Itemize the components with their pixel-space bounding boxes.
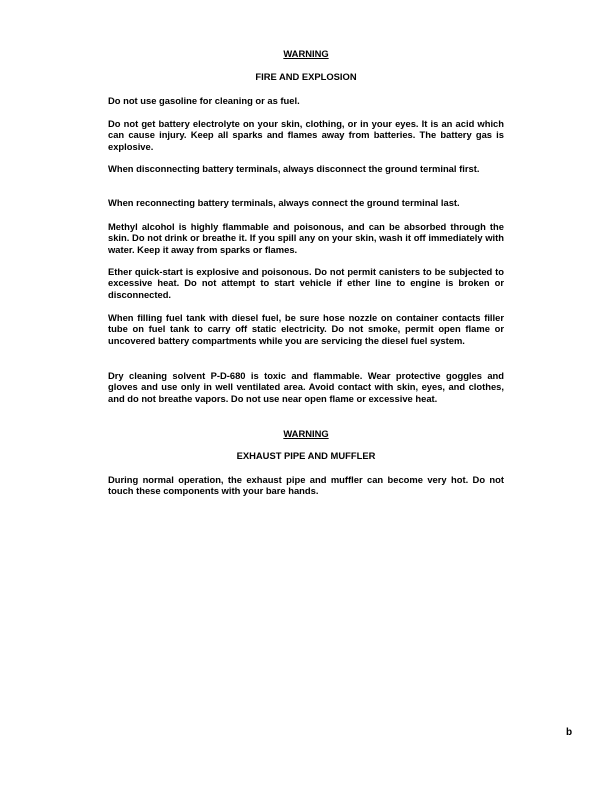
exhaust-muffler-title: EXHAUST PIPE AND MUFFLER <box>236 450 376 461</box>
paragraph-disconnecting-terminals: When disconnecting battery terminals, always disconnect the ground terminal first. <box>108 163 480 174</box>
paragraph-ether-quick-start: Ether quick-start is explosive and poisonous. Do not permit canisters to be subjected to excessive heat. Do not attempt to start vehicle if ether line to engine is broken or disconnected. <box>108 266 504 300</box>
paragraph-exhaust-hot: During normal operation, the exhaust pipe and muffler can become very hot. Do not touch these components with your bare hands. <box>108 474 504 497</box>
warning-heading-exhaust <box>108 428 504 439</box>
paragraph-methyl-alcohol: Methyl alcohol is highly flammable and poisonous, and can be absorbed through the skin. Do not drink or breathe it. If you spill any on your skin, wash it off immediately with water. Keep it away from sparks or flames. <box>108 221 504 255</box>
warning-heading-fire <box>108 48 504 59</box>
paragraph-battery-electrolyte: Do not get battery electrolyte on your skin, clothing, or in your eyes. It is an acid which can cause injury. Keep all sparks and flames away from batteries. The battery gas is explosive. <box>108 118 504 152</box>
fire-explosion-title: FIRE AND EXPLOSION <box>255 71 357 82</box>
paragraph-dry-cleaning-solvent: Dry cleaning solvent P-D-680 is toxic and flammable. Wear protective goggles and gloves and use only in well ventilated area. Avoid contact with skin, eyes, and clothes, and do not breathe vapors. Do not use near open flame or excessive heat. <box>108 370 504 404</box>
paragraph-gasoline: Do not use gasoline for cleaning or as fuel. <box>108 95 300 106</box>
warning-label: WARNING <box>283 48 329 59</box>
paragraph-diesel-fuel: When filling fuel tank with diesel fuel, be sure hose nozzle on container contacts filler tube on fuel tank to carry off static electricity. Do not smoke, permit open flame or uncovered battery compartments while you are servicing the diesel fuel system. <box>108 312 504 346</box>
warning-label: WARNING <box>283 428 329 439</box>
page-letter: b <box>566 727 573 738</box>
paragraph-reconnecting-terminals: When reconnecting battery terminals, always connect the ground terminal last. <box>108 197 460 208</box>
